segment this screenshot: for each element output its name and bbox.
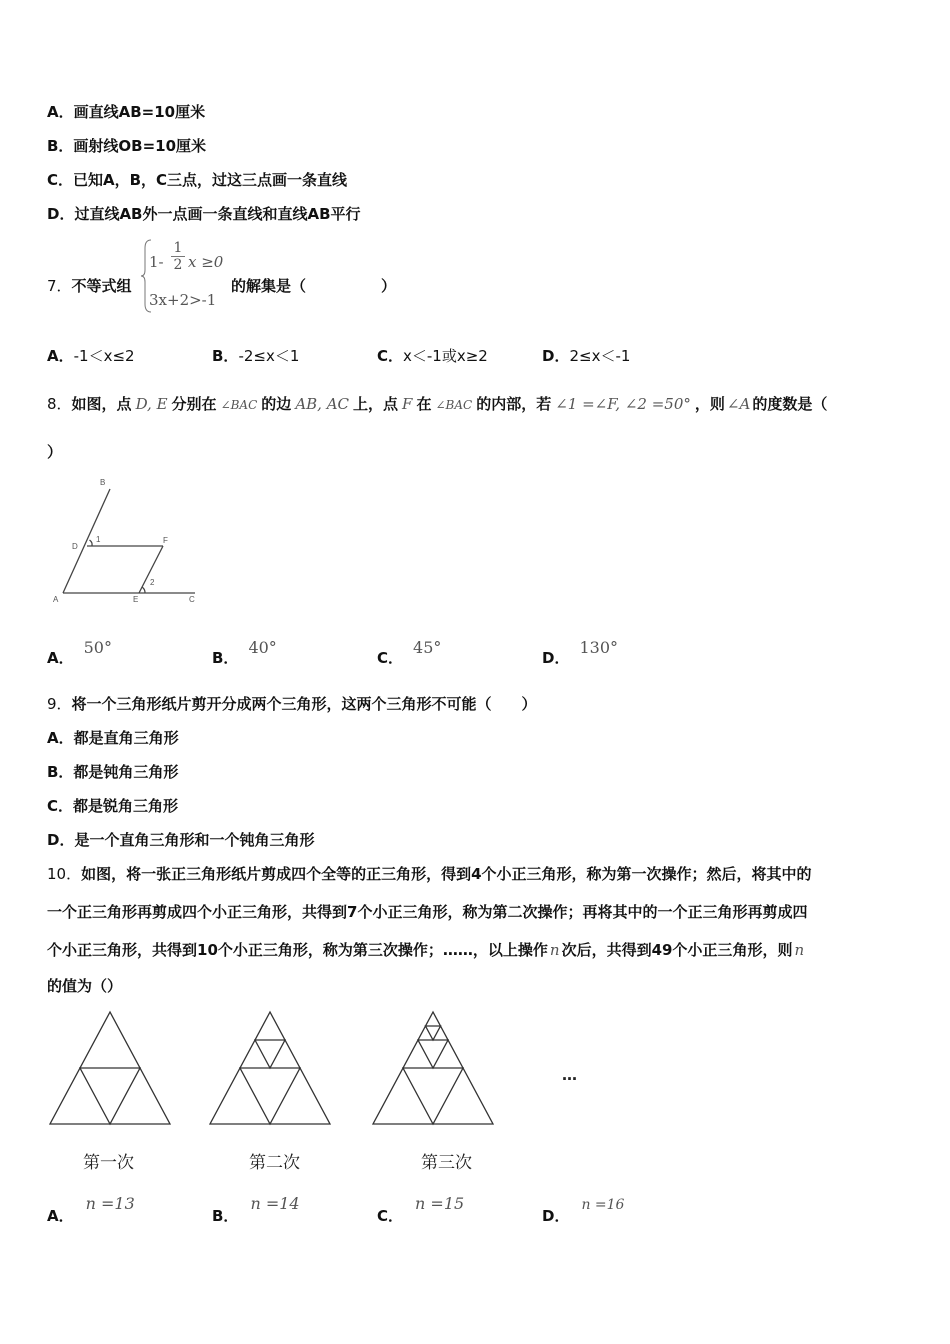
- label-d: D: [72, 542, 78, 551]
- q10-line1: [47, 864, 812, 884]
- q9-number: 9．: [47, 695, 72, 713]
- q7-line1-prefix: 1-: [149, 253, 164, 271]
- q8-math-angle-bac-2: ∠BAC: [435, 398, 473, 412]
- q6-option-d: D．过直线AB外一点画一条直线和直线AB平行: [47, 205, 361, 223]
- q8-figure: [45, 475, 205, 610]
- q10-option-d-letter: D．: [542, 1207, 570, 1225]
- q8-text-3: 的边: [261, 395, 292, 413]
- q8-option-a-letter: A．: [47, 649, 74, 667]
- q8-math-angle-bac: ∠BAC: [220, 398, 258, 412]
- q10-option-b: [212, 1194, 300, 1226]
- q7-line1-tail: x ≥0: [188, 253, 224, 271]
- q7-stem: [47, 276, 132, 296]
- label-a: A: [53, 595, 59, 604]
- q7-stem-text: 不等式组: [71, 277, 132, 295]
- q7-inequality-system: [140, 238, 235, 316]
- q8-option-b: [212, 638, 277, 668]
- q7-option-d: [542, 346, 630, 366]
- label-b: B: [100, 478, 106, 487]
- q8-stem-line2: ）: [47, 443, 63, 461]
- q7-option-b-text: -2≤x＜1: [238, 347, 300, 365]
- caption-step-2: 第二次: [249, 1153, 300, 1173]
- q7-line1: [149, 253, 164, 271]
- q9-option-d: D．是一个直角三角形和一个钝角三角形: [47, 831, 315, 849]
- q9-option-c: C．都是锐角三角形: [47, 797, 179, 815]
- q8-text-6: 的内部，若: [476, 395, 552, 413]
- q8-math-f: F: [402, 395, 413, 413]
- q7-option-c-text: x＜-1或x≥2: [403, 347, 488, 365]
- q7-option-c: [377, 346, 488, 366]
- q8-option-d-letter: D．: [542, 649, 570, 667]
- q7-option-a-text: -1＜x≤2: [73, 347, 135, 365]
- q7-line2: 3x+2>-1: [149, 291, 217, 309]
- q6-option-a: A．画直线AB=10厘米: [47, 103, 206, 121]
- q9-option-b: B．都是钝角三角形: [47, 763, 179, 781]
- label-f: F: [163, 536, 168, 545]
- q8-option-c: [377, 638, 442, 668]
- q8-number: 8．: [47, 395, 72, 413]
- q7-option-a-letter: A．: [47, 347, 74, 365]
- triangle-step-2: [210, 1012, 330, 1124]
- q10-line3-b: 次后，共得到49个小正三角形，则: [561, 941, 793, 959]
- q9-stem-text: 将一个三角形纸片剪开分成两个三角形，这两个三角形不可能（ ）: [71, 695, 537, 713]
- q10-line2: 一个正三角形再剪成四个小正三角形，共得到7个小正三角形，称为第二次操作；再将其中的一个正三角形再剪成四: [47, 903, 808, 921]
- q10-figure: [45, 1008, 515, 1128]
- q8-text-5: 在: [416, 395, 432, 413]
- q8-text-2: 分别在: [171, 395, 217, 413]
- q7-option-a: [47, 346, 135, 366]
- triangle-step-1: [50, 1012, 170, 1124]
- q7-fraction-denominator: 2: [171, 256, 185, 273]
- ray-ab: [63, 489, 110, 593]
- q8-text-1: 如图，点: [71, 395, 132, 413]
- q8-option-c-value: 45°: [413, 638, 442, 657]
- q10-option-c: [377, 1194, 465, 1226]
- angle-2-arc: [142, 587, 145, 593]
- q7-fraction-numerator: 1: [173, 240, 183, 256]
- q10-option-d-value: n =16: [581, 1197, 625, 1213]
- angle-1-arc: [90, 540, 93, 546]
- q10-option-b-value: n =14: [250, 1194, 300, 1213]
- q8-option-c-letter: C．: [377, 649, 404, 667]
- q10-option-a-value: n =13: [85, 1194, 135, 1213]
- q8-option-d: [542, 638, 618, 668]
- q8-text-8: 的度数是（: [752, 395, 828, 413]
- q8-option-b-value: 40°: [248, 638, 277, 657]
- q7-tail: 的解集是（ ）: [231, 277, 397, 295]
- q9-option-a: A．都是直角三角形: [47, 729, 179, 747]
- q10-option-d: [542, 1197, 625, 1227]
- q7-option-c-letter: C．: [377, 347, 404, 365]
- q9-stem: [47, 694, 537, 714]
- q8-option-d-value: 130°: [579, 638, 618, 657]
- q7-option-d-letter: D．: [542, 347, 570, 365]
- q8-option-a-value: 50°: [83, 638, 112, 657]
- q10-math-n2: n: [794, 941, 805, 959]
- q8-math-ab-ac: AB, AC: [295, 395, 350, 413]
- q10-math-n1: n: [549, 941, 560, 959]
- caption-step-1: 第一次: [83, 1153, 134, 1173]
- label-2: 2: [150, 578, 155, 587]
- label-1: 1: [96, 535, 101, 544]
- q8-option-b-letter: B．: [212, 649, 239, 667]
- q8-option-a: [47, 638, 112, 668]
- q10-option-a-letter: A．: [47, 1207, 74, 1225]
- q8-text-7: ，则: [694, 395, 725, 413]
- q8-text-4: 上，点: [353, 395, 399, 413]
- ellipsis: …: [562, 1066, 577, 1084]
- q7-number: 7．: [47, 277, 72, 295]
- caption-step-3: 第三次: [421, 1153, 472, 1173]
- q10-line4: 的值为（）: [47, 977, 123, 995]
- q10-option-a: [47, 1194, 135, 1226]
- q6-option-c: C．已知A，B，C三点，过这三点画一条直线: [47, 171, 348, 189]
- q8-stem: [47, 394, 827, 415]
- q10-line3: [47, 940, 806, 960]
- q7-option-d-text: 2≤x＜-1: [569, 347, 631, 365]
- label-e: E: [133, 595, 139, 604]
- q10-line3-a: 个小正三角形，共得到10个小正三角形，称为第三次操作；……，以上操作: [47, 941, 548, 959]
- q7-option-b: [212, 346, 299, 366]
- q10-option-c-letter: C．: [377, 1207, 404, 1225]
- triangle-step-3: [373, 1012, 493, 1124]
- q6-option-b: B．画射线OB=10厘米: [47, 137, 207, 155]
- q8-math-de: D, E: [135, 395, 168, 413]
- q10-option-c-value: n =15: [415, 1194, 465, 1213]
- q8-math-condition: ∠1 =∠F, ∠2 =50°: [555, 395, 691, 413]
- q7-option-b-letter: B．: [212, 347, 239, 365]
- q10-line1-text: 如图，将一张正三角形纸片剪成四个全等的正三角形，得到4个小正三角形，称为第一次操作；然后，将其中的: [81, 865, 812, 883]
- q10-option-b-letter: B．: [212, 1207, 239, 1225]
- q8-math-angle-a: ∠A: [726, 395, 751, 413]
- q7-fraction: [171, 240, 185, 273]
- q10-number: 10．: [47, 865, 82, 883]
- label-c: C: [189, 595, 195, 604]
